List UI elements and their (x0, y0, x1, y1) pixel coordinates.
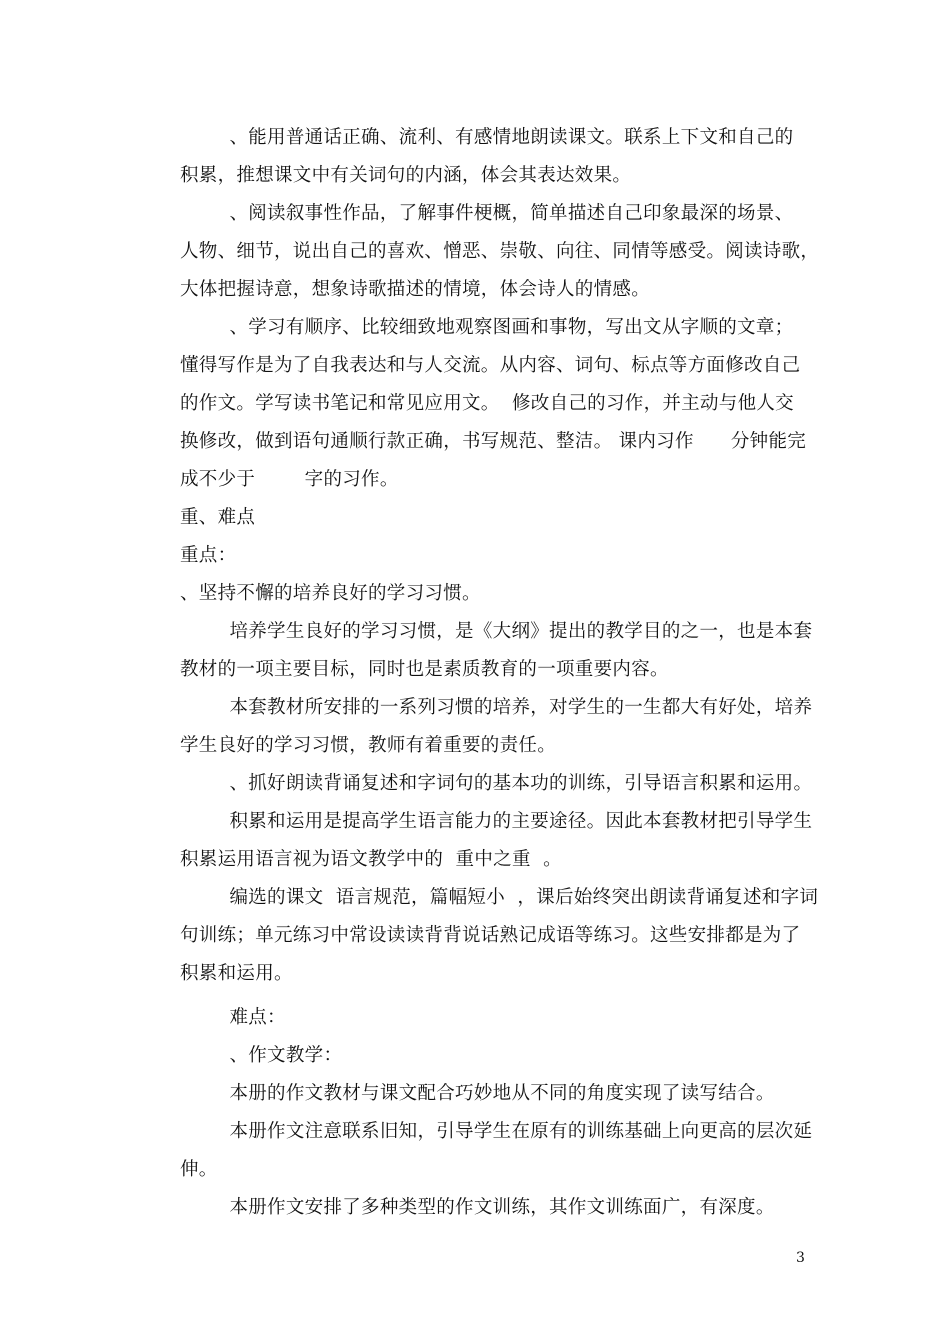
text-line: 学生良好的学习习惯，教师有着重要的责任。 (180, 735, 557, 756)
text-line: 人物、细节，说出自己的喜欢、憎恶、崇敬、向往、同情等感受。阅读诗歌， (180, 241, 820, 262)
text-line: 、作文教学： (180, 1045, 343, 1066)
text-line: 积累，推想课文中有关词句的内涵，体会其表达效果。 (180, 165, 632, 186)
text-line: 成不少于 字的习作。 (180, 469, 399, 490)
text-line: 积累和运用。 (180, 963, 293, 984)
text-line: 懂得写作是为了自我表达和与人交流。从内容、词句、标点等方面修改自己 (180, 355, 801, 376)
subsection-heading: 重点： (180, 545, 237, 566)
page-number: 3 (796, 1250, 805, 1266)
text-line: 本册作文安排了多种类型的作文训练，其作文训练面广，有深度。 (180, 1197, 775, 1218)
text-line: 编选的课文 语言规范，篇幅短小 ，课后始终突出朗读背诵复述和字词 (180, 887, 819, 908)
text-line: 大体把握诗意，想象诗歌描述的情境，体会诗人的情感。 (180, 279, 651, 300)
text-line: 本册作文注意联系旧知，引导学生在原有的训练基础上向更高的层次延 (180, 1121, 813, 1142)
section-heading: 重、难点 (180, 507, 256, 528)
text-line: 、坚持不懈的培养良好的学习习惯。 (180, 583, 481, 604)
text-line: 积累和运用是提高学生语言能力的主要途径。因此本套教材把引导学生 (180, 811, 813, 832)
text-line: 积累运用语言视为语文教学中的 重中之重 。 (180, 849, 562, 870)
text-line: 换修改，做到语句通顺行款正确，书写规范、整洁。 课内习作 分钟能完 (180, 431, 807, 452)
text-line: 培养学生良好的学习习惯，是《大纲》提出的教学目的之一，也是本套 (180, 621, 813, 642)
text-line: 教材的一项主要目标，同时也是素质教育的一项重要内容。 (180, 659, 669, 680)
text-line: 、抓好朗读背诵复述和字词句的基本功的训练，引导语言积累和运用。 (180, 773, 813, 794)
subsection-heading: 难点： (180, 1007, 286, 1028)
text-line: 、能用普通话正确、流利、有感情地朗读课文。联系上下文和自己的 (180, 127, 794, 148)
text-line: 的作文。学写读书笔记和常见应用文。 修改自己的习作，并主动与他人交 (180, 393, 794, 414)
text-line: 、学习有顺序、比较细致地观察图画和事物，写出文从字顺的文章； (180, 317, 794, 338)
text-line: 句训练；单元练习中常设读读背背说话熟记成语等练习。这些安排都是为了 (180, 925, 801, 946)
text-line: 本套教材所安排的一系列习惯的培养，对学生的一生都大有好处，培养 (180, 697, 813, 718)
text-line: 伸。 (180, 1159, 218, 1180)
text-line: 本册的作文教材与课文配合巧妙地从不同的角度实现了读写结合。 (180, 1083, 775, 1104)
text-line: 、阅读叙事性作品，了解事件梗概，简单描述自己印象最深的场景、 (180, 203, 794, 224)
